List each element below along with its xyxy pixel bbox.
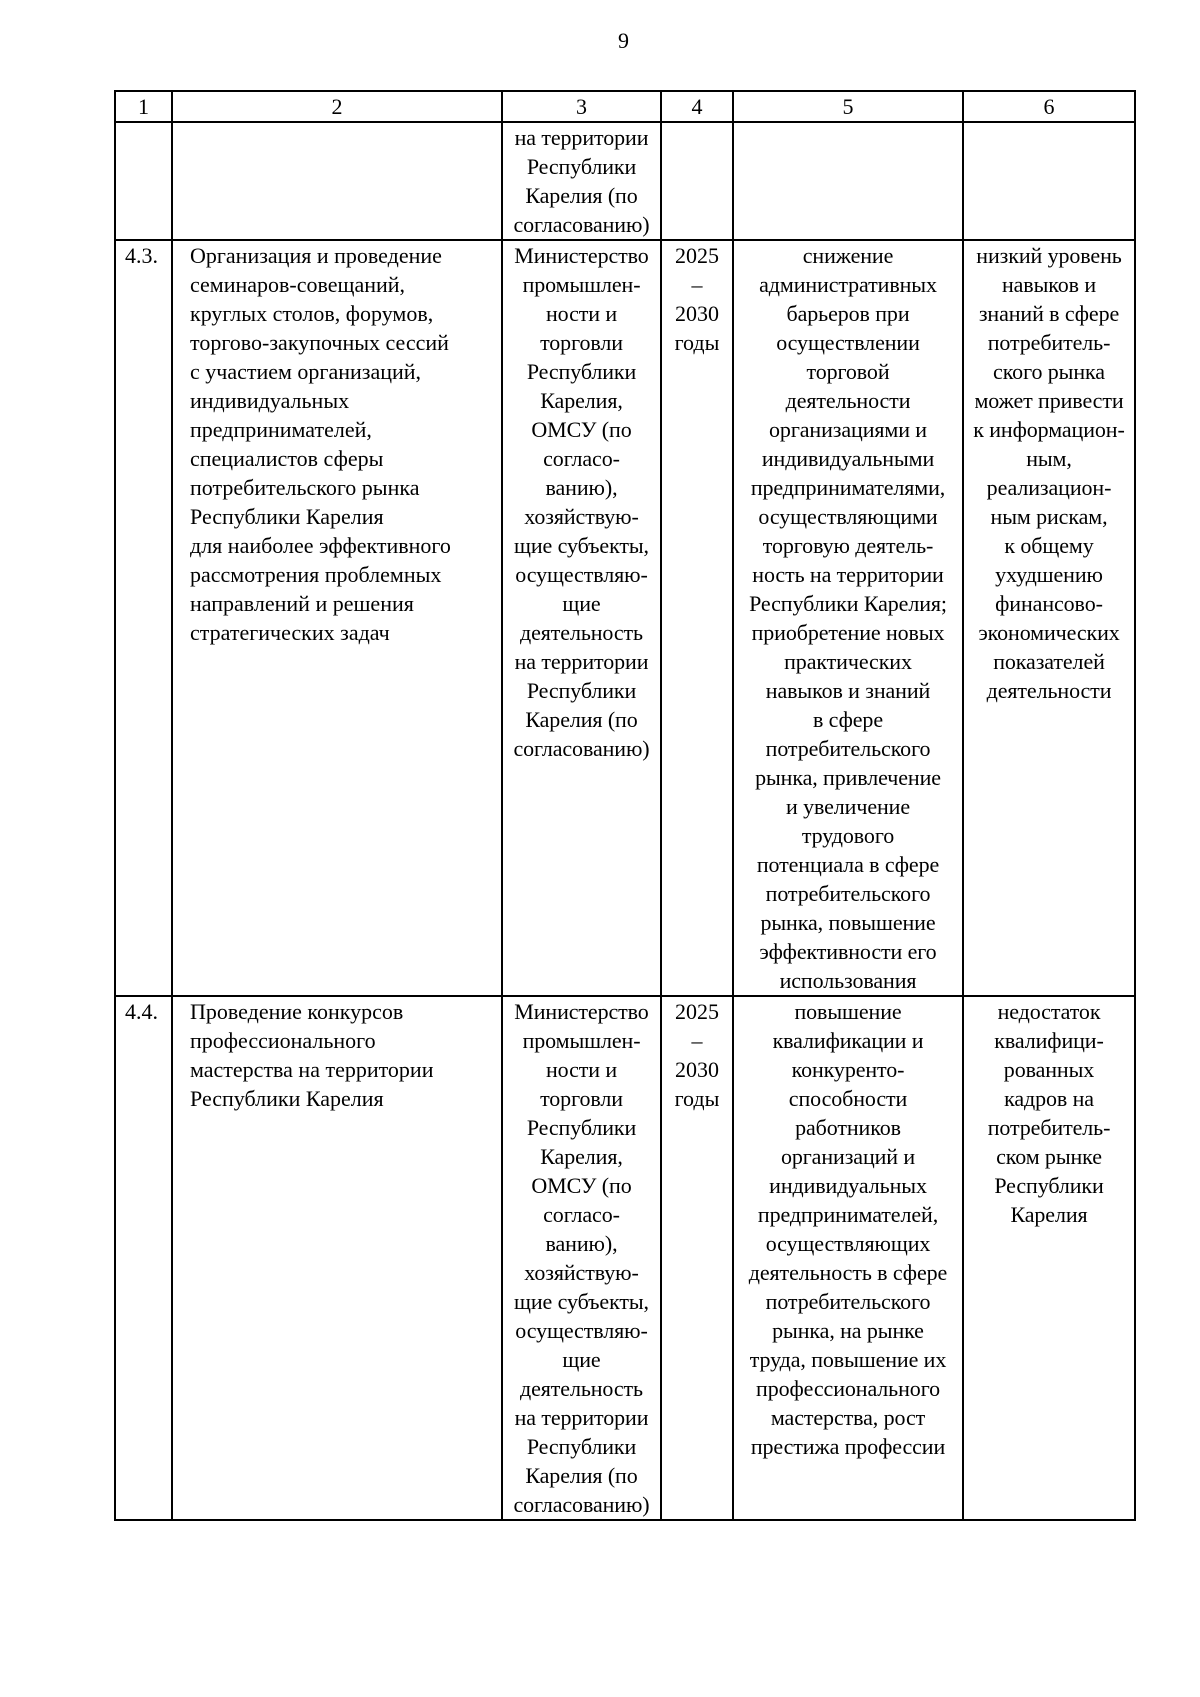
cell-line: рынка, повышение: [760, 910, 936, 935]
cell-line: потребительского: [765, 736, 931, 761]
cell-line: работников: [795, 1115, 901, 1140]
cell-line: труда, повышение их: [749, 1347, 947, 1372]
cell-line: согласо-: [543, 446, 620, 471]
cell-line: Республики Карелия: [190, 504, 384, 529]
cell-line: недостаток: [997, 999, 1101, 1024]
cell-line: Карелия (по: [525, 707, 638, 732]
cell-line: практических: [784, 649, 912, 674]
cell-number: [115, 996, 172, 1520]
cell-line: ванию),: [545, 1231, 618, 1256]
cell-period: [661, 240, 733, 996]
cell-line: 2030: [675, 1057, 719, 1082]
cell-line: осуществляю-: [515, 562, 648, 587]
table-row: [115, 122, 1135, 240]
cell-line: осуществляю-: [515, 1318, 648, 1343]
cell-line: Карелия,: [540, 1144, 623, 1169]
cell-line: согласо-: [543, 1202, 620, 1227]
cell-line: круглых столов, форумов,: [190, 301, 434, 326]
cell-line: ОМСУ (по: [531, 417, 632, 442]
cell-line: использования: [779, 968, 917, 993]
cell-line: 2025: [675, 999, 719, 1024]
cell-activity: [172, 240, 502, 996]
cell-line: деятельности: [986, 678, 1112, 703]
cell-line: согласованию): [513, 212, 650, 237]
cell-line: осуществляющих: [765, 1231, 931, 1256]
cell-period: [661, 122, 733, 240]
cell-line: ным рискам,: [990, 504, 1108, 529]
cell-line: ность на территории: [752, 562, 944, 587]
cell-activity: [172, 996, 502, 1520]
cell-line: мастерства, рост: [770, 1405, 926, 1430]
cell-line: рынка, на рынке: [772, 1318, 924, 1343]
cell-line: эффективности его: [759, 939, 937, 964]
cell-line: щие: [562, 1347, 601, 1372]
cell-line: хозяйствую-: [524, 504, 639, 529]
cell-line: реализацион-: [986, 475, 1112, 500]
cell-line: 2025: [675, 243, 719, 268]
cell-line: торговую деятель-: [762, 533, 934, 558]
cell-line: низкий уровень: [976, 243, 1122, 268]
cell-line: знаний в сфере: [978, 301, 1120, 326]
cell-line: к общему: [1004, 533, 1094, 558]
cell-line: организаций и: [780, 1144, 916, 1169]
cell-line: деятельность: [519, 1376, 643, 1401]
cell-risk: [963, 996, 1135, 1520]
cell-line: ности и: [545, 301, 618, 326]
cell-line: деятельность: [519, 620, 643, 645]
cell-line: рынка, привлечение: [755, 765, 941, 790]
cell-line: Республики: [526, 678, 637, 703]
cell-line: стратегических задач: [190, 620, 390, 645]
cell-number: [115, 240, 172, 996]
cell-line: ского рынка: [993, 359, 1105, 384]
cell-line: на территории: [514, 125, 649, 150]
cell-line: 4.3.: [125, 243, 158, 268]
cell-line: индивидуальных: [769, 1173, 927, 1198]
cell-line: 2030: [675, 301, 719, 326]
cell-expected-result: [733, 996, 963, 1520]
cell-line: экономических: [978, 620, 1120, 645]
cell-line: торговой: [806, 359, 890, 384]
cell-line: индивидуальных: [190, 388, 350, 413]
cell-line: Министерство: [514, 999, 649, 1024]
table-row: [115, 240, 1135, 996]
cell-line: щие: [562, 591, 601, 616]
cell-line: специалистов сферы: [190, 446, 384, 471]
cell-line: Республики: [526, 1434, 637, 1459]
cell-line: способности: [788, 1086, 908, 1111]
cell-line: административных: [759, 272, 937, 297]
cell-line: Карелия (по: [525, 1463, 638, 1488]
cell-line: ухудшению: [995, 562, 1103, 587]
cell-line: потребительского: [765, 1289, 931, 1314]
column-header-4: 4: [661, 91, 733, 122]
cell-line: на территории: [514, 1405, 649, 1430]
cell-line: осуществлении: [776, 330, 920, 355]
cell-line: показателей: [993, 649, 1105, 674]
cell-line: Карелия,: [540, 388, 623, 413]
cell-line: щие субъекты,: [514, 533, 649, 558]
cell-number: [115, 122, 172, 240]
cell-line: хозяйствую-: [524, 1260, 639, 1285]
cell-line: Карелия (по: [525, 183, 638, 208]
cell-line: Министерство: [514, 243, 649, 268]
cell-line: навыков и: [1001, 272, 1097, 297]
cell-line: снижение: [802, 243, 894, 268]
cell-line: Республики: [526, 154, 637, 179]
cell-line: ванию),: [545, 475, 618, 500]
cell-line: и увеличение: [786, 794, 910, 819]
cell-line: Карелия: [1010, 1202, 1088, 1227]
cell-line: финансово-: [995, 591, 1103, 616]
cell-line: кадров на: [1004, 1086, 1094, 1111]
cell-line: –: [691, 272, 703, 297]
cell-line: навыков и знаний: [765, 678, 931, 703]
cell-line: деятельность в сфере: [748, 1260, 948, 1285]
cell-line: направлений и решения: [190, 591, 414, 616]
cell-line: к информацион-: [973, 417, 1125, 442]
cell-line: конкуренто-: [791, 1057, 905, 1082]
cell-line: годы: [674, 330, 720, 355]
cell-line: Республики: [526, 359, 637, 384]
cell-line: предпринимателями,: [750, 475, 946, 500]
table-body: [115, 122, 1135, 1520]
column-header-5: 5: [733, 91, 963, 122]
cell-risk: [963, 122, 1135, 240]
page-number: 9: [618, 28, 629, 53]
cell-line: ным,: [1026, 446, 1072, 471]
column-header-1: 1: [115, 91, 172, 122]
cell-line: согласованию): [513, 736, 650, 761]
cell-line: профессионального: [756, 1376, 940, 1401]
cell-line: Республики Карелия: [190, 1086, 384, 1111]
cell-executors: [502, 996, 661, 1520]
cell-line: Республики: [994, 1173, 1104, 1198]
table-header-row: [115, 91, 1135, 122]
cell-line: потребительского рынка: [190, 475, 420, 500]
cell-line: деятельности: [785, 388, 911, 413]
measures-table: [114, 90, 1136, 1521]
cell-line: ском рынке: [996, 1144, 1102, 1169]
cell-line: потребитель-: [987, 1115, 1111, 1140]
cell-line: ности и: [545, 1057, 618, 1082]
cell-line: престижа профессии: [750, 1434, 946, 1459]
column-header-2: 2: [172, 91, 502, 122]
cell-line: трудового: [801, 823, 895, 848]
cell-line: рассмотрения проблемных: [190, 562, 442, 587]
table-row: [115, 996, 1135, 1520]
cell-line: торговли: [540, 330, 623, 355]
cell-line: согласованию): [513, 1492, 650, 1517]
cell-executors: [502, 122, 661, 240]
cell-line: потребитель-: [987, 330, 1111, 355]
cell-line: предпринимателей,: [757, 1202, 939, 1227]
column-header-3: 3: [502, 91, 661, 122]
cell-line: мастерства на территории: [190, 1057, 434, 1082]
cell-line: рованных: [1003, 1057, 1095, 1082]
cell-line: потенциала в сфере: [756, 852, 940, 877]
cell-line: индивидуальными: [761, 446, 935, 471]
cell-line: барьеров при: [786, 301, 910, 326]
cell-line: на территории: [514, 649, 649, 674]
cell-line: потребительского: [765, 881, 931, 906]
cell-line: осуществляющими: [758, 504, 938, 529]
cell-line: –: [691, 1028, 703, 1053]
cell-line: ОМСУ (по: [531, 1173, 632, 1198]
cell-line: Республики: [526, 1115, 637, 1140]
column-header-6: 6: [963, 91, 1135, 122]
cell-expected-result: [733, 122, 963, 240]
cell-line: торговли: [540, 1086, 623, 1111]
cell-line: Организация и проведение: [190, 243, 442, 268]
cell-line: годы: [674, 1086, 720, 1111]
cell-line: организациями и: [769, 417, 927, 442]
cell-line: для наиболее эффективного: [190, 533, 451, 558]
cell-line: торгово-закупочных сессий: [190, 330, 449, 355]
cell-line: 4.4.: [125, 999, 158, 1024]
cell-activity: [172, 122, 502, 240]
cell-risk: [963, 240, 1135, 996]
cell-line: промышлен-: [522, 272, 641, 297]
cell-line: квалифици-: [994, 1028, 1104, 1053]
cell-line: Республики Карелия;: [749, 591, 947, 616]
cell-line: приобретение новых: [751, 620, 945, 645]
cell-line: щие субъекты,: [514, 1289, 649, 1314]
cell-line: профессионального: [190, 1028, 376, 1053]
cell-expected-result: [733, 240, 963, 996]
cell-line: квалификации и: [772, 1028, 924, 1053]
cell-period: [661, 996, 733, 1520]
cell-line: Проведение конкурсов: [190, 999, 404, 1024]
cell-line: повышение: [794, 999, 902, 1024]
cell-line: промышлен-: [522, 1028, 641, 1053]
cell-line: предпринимателей,: [190, 417, 372, 442]
cell-line: может привести: [974, 388, 1124, 413]
cell-line: семинаров-совещаний,: [190, 272, 406, 297]
cell-line: в сфере: [812, 707, 883, 732]
cell-executors: [502, 240, 661, 996]
cell-line: с участием организаций,: [190, 359, 422, 384]
